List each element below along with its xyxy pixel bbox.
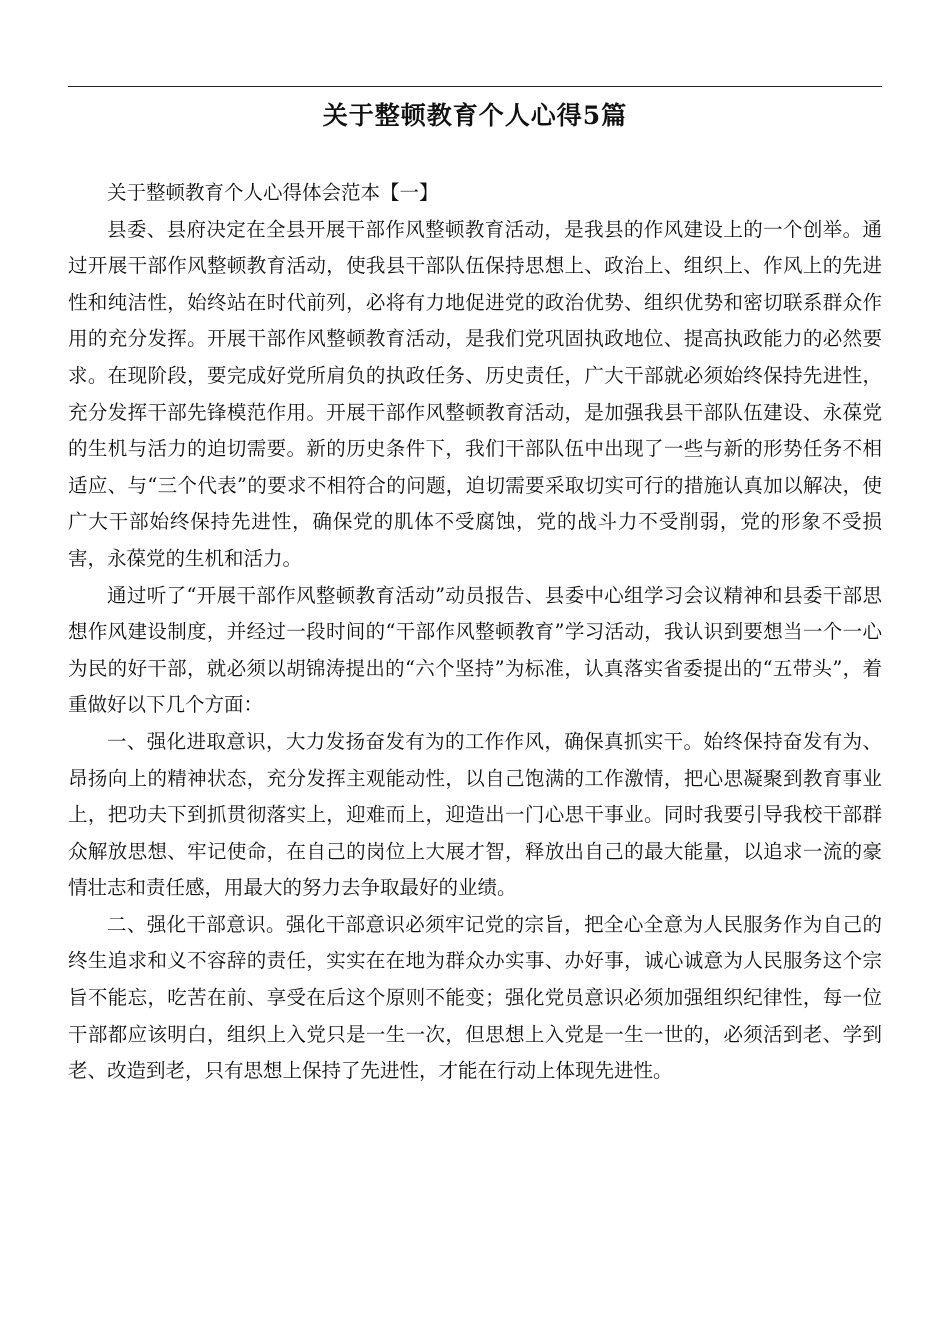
header-rule <box>68 86 882 87</box>
document-body <box>68 175 882 1090</box>
document-title: 关于整顿教育个人心得5篇 <box>322 101 628 130</box>
paragraph-4: 二、强化干部意识。强化干部意识必须牢记党的宗旨，把全心全意为人民服务作为自己的终生追求和义不容辞的责任，实实在在地为群众办实事、办好事，诚心诚意为人民服务这个宗旨不能忘，吃苦在前、享受在后这个原则不能变；强化党员意识必须加强组织纪律性，每一位干部都应该明白，组织上入党只是一生一次，但思想上入党是一生一世的，必须活到老、学到老、改造到老，只有思想上保持了先进性，才能在行动上体现先进性。 <box>68 912 882 1083</box>
paragraph-3: 一、强化进取意识，大力发扬奋发有为的工作作风，确保真抓实干。始终保持奋发有为、昂扬向上的精神状态，充分发挥主观能动性，以自己饱满的工作激情，把心思凝聚到教育事业上，把功夫下到抓贯彻落实上，迎难而上，迎造出一门心思干事业。同时我要引导我校干部群众解放思想、牢记使命，在自己的岗位上大展才智，释放出自己的最大能量，以追求一流的豪情壮志和责任感，用最大的努力去争取最好的业绩。 <box>68 729 882 900</box>
paragraph-1: 县委、县府决定在全县开展干部作风整顿教育活动，是我县的作风建设上的一个创举。通过开展干部作风整顿教育活动，使我县干部队伍保持思想上、政治上、组织上、作风上的先进性和纯洁性，始终站在时代前列，必将有力地促进党的政治优势、组织优势和密切联系群众作用的充分发挥。开展干部作风整顿教育活动，是我们党巩固执政地位、提高执政能力的必然要求。在现阶段，要完成好党所肩负的执政任务、历史责任，广大干部就必须始终保持先进性，充分发挥干部先锋模范作用。开展干部作风整顿教育活动，是加强我县干部队伍建设、永葆党的生机与活力的迫切需要。新的历史条件下，我们干部队伍中出现了一些与新的形势任务不相适应、与“三个代表”的要求不相符合的问题，迫切需要采取切实可行的措施认真加以解决，使广大干部始终保持先进性，确保党的肌体不受腐蚀，党的战斗力不受削弱，党的形象不受损害，永葆党的生机和活力。 <box>68 217 882 570</box>
paragraph-2: 通过听了“开展干部作风整顿教育活动”动员报告、县委中心组学习会议精神和县委干部思想作风建设制度，并经过一段时间的“干部作风整顿教育”学习活动，我认识到要想当一个一心为民的好干部，就必须以胡锦涛提出的“六个坚持”为标准，认真落实省委提出的“五带头”，着重做好以下几个方面： <box>68 583 882 717</box>
section-subtitle: 关于整顿教育个人心得体会范本【一】 <box>107 181 439 204</box>
